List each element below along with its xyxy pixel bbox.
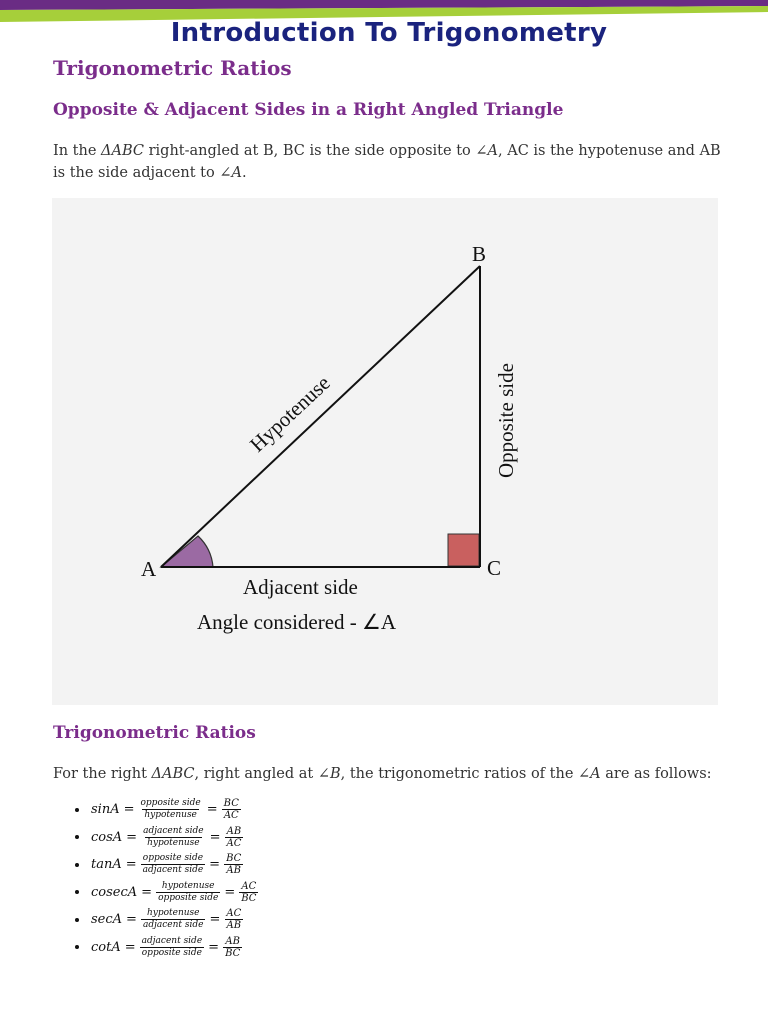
symbol-fraction: $\frac{BC}{AB}$ xyxy=(226,853,242,877)
bullet xyxy=(75,863,79,867)
words-fraction: $\frac{\text{opposite side}}{\text{adjacent side}}$ xyxy=(142,853,204,876)
ratio-item-sin: sinA = $\frac{\text{opposite side}}{\text{hypotenuse}}$ = $\frac{BC}{AC}$ xyxy=(60,796,258,824)
right-angle-marker xyxy=(448,534,479,566)
words-fraction: $\frac{\text{opposite side}}{\text{hypotenuse}}$ xyxy=(140,798,201,821)
words-fraction: $\frac{\text{hypotenuse}}{\text{adjacent side}}$ xyxy=(142,908,204,931)
ratio-name: tanA xyxy=(91,857,122,873)
section-subheading-sides: Opposite & Adjacent Sides in a Right Angled Triangle xyxy=(53,100,564,120)
bullet xyxy=(75,918,79,922)
vertex-c-label: C xyxy=(487,556,502,580)
bullet xyxy=(75,945,79,949)
ratio-item-cot: cotA = $\frac{\text{adjacent side}}{\text{opposite side}}$ = $\frac{AB}{BC}$ xyxy=(60,934,258,962)
ratio-name: secA xyxy=(91,912,123,928)
ratio-name: cosecA xyxy=(91,884,138,900)
symbol-fraction: $\frac{AB}{AC}$ xyxy=(226,825,242,849)
hypotenuse-line xyxy=(161,266,480,567)
triangle-symbol: ΔABC xyxy=(101,143,144,159)
ratio-name: cotA xyxy=(91,939,121,955)
page-title: Introduction To Trigonometry xyxy=(170,18,608,48)
section-heading-trig-ratios: Trigonometric Ratios xyxy=(53,56,292,80)
symbol-fraction: $\frac{AC}{BC}$ xyxy=(241,880,257,904)
symbol-fraction: $\frac{AB}{BC}$ xyxy=(225,935,241,959)
adjacent-label: Adjacent side xyxy=(243,575,358,599)
words-fraction: $\frac{\text{hypotenuse}}{\text{opposite side}}$ xyxy=(158,880,219,903)
ratio-list xyxy=(60,796,258,961)
angle-caption: Angle considered - ∠A xyxy=(197,610,397,634)
vertex-b-label: B xyxy=(472,242,487,266)
angle-a-marker xyxy=(161,536,213,567)
ratio-item-tan: tanA = $\frac{\text{opposite side}}{\text{adjacent side}}$ = $\frac{BC}{AB}$ xyxy=(60,851,258,879)
words-fraction: $\frac{\text{adjacent side}}{\text{opposite side}}$ xyxy=(141,935,203,958)
hypotenuse-label: Hypotenuse xyxy=(245,370,335,457)
ratios-intro-paragraph: For the right ΔABC, right angled at ∠B, the trigonometric ratios of the ∠A are as follows: xyxy=(53,766,712,782)
section-heading-trig-ratios-2: Trigonometric Ratios xyxy=(53,723,256,743)
ratio-name: cosA xyxy=(91,829,123,845)
triangle-diagram xyxy=(52,198,718,705)
symbol-fraction: $\frac{AC}{AB}$ xyxy=(226,908,242,932)
symbol-fraction: $\frac{BC}{AC}$ xyxy=(223,798,239,822)
ratio-item-cos: cosA = $\frac{\text{adjacent side}}{\text{hypotenuse}}$ = $\frac{AB}{AC}$ xyxy=(60,824,258,852)
vertex-a-label: A xyxy=(141,557,157,581)
ratio-item-sec: secA = $\frac{\text{hypotenuse}}{\text{adjacent side}}$ = $\frac{AC}{AB}$ xyxy=(60,906,258,934)
intro-paragraph: In the ΔABC right-angled at B, BC is the side opposite to ∠A, AC is the hypotenuse and AB is the side adjacent to ∠A. xyxy=(53,143,721,181)
words-fraction: $\frac{\text{adjacent side}}{\text{hypotenuse}}$ xyxy=(143,825,204,848)
opposite-label: Opposite side xyxy=(494,363,518,478)
triangle-figure xyxy=(52,198,718,705)
bullet xyxy=(75,835,79,839)
ratio-name: sinA xyxy=(91,802,120,818)
ratio-item-cosec: cosecA = $\frac{\text{hypotenuse}}{\text{opposite side}}$ = $\frac{AC}{BC}$ xyxy=(60,879,258,907)
bullet xyxy=(75,890,79,894)
bullet xyxy=(75,808,79,812)
